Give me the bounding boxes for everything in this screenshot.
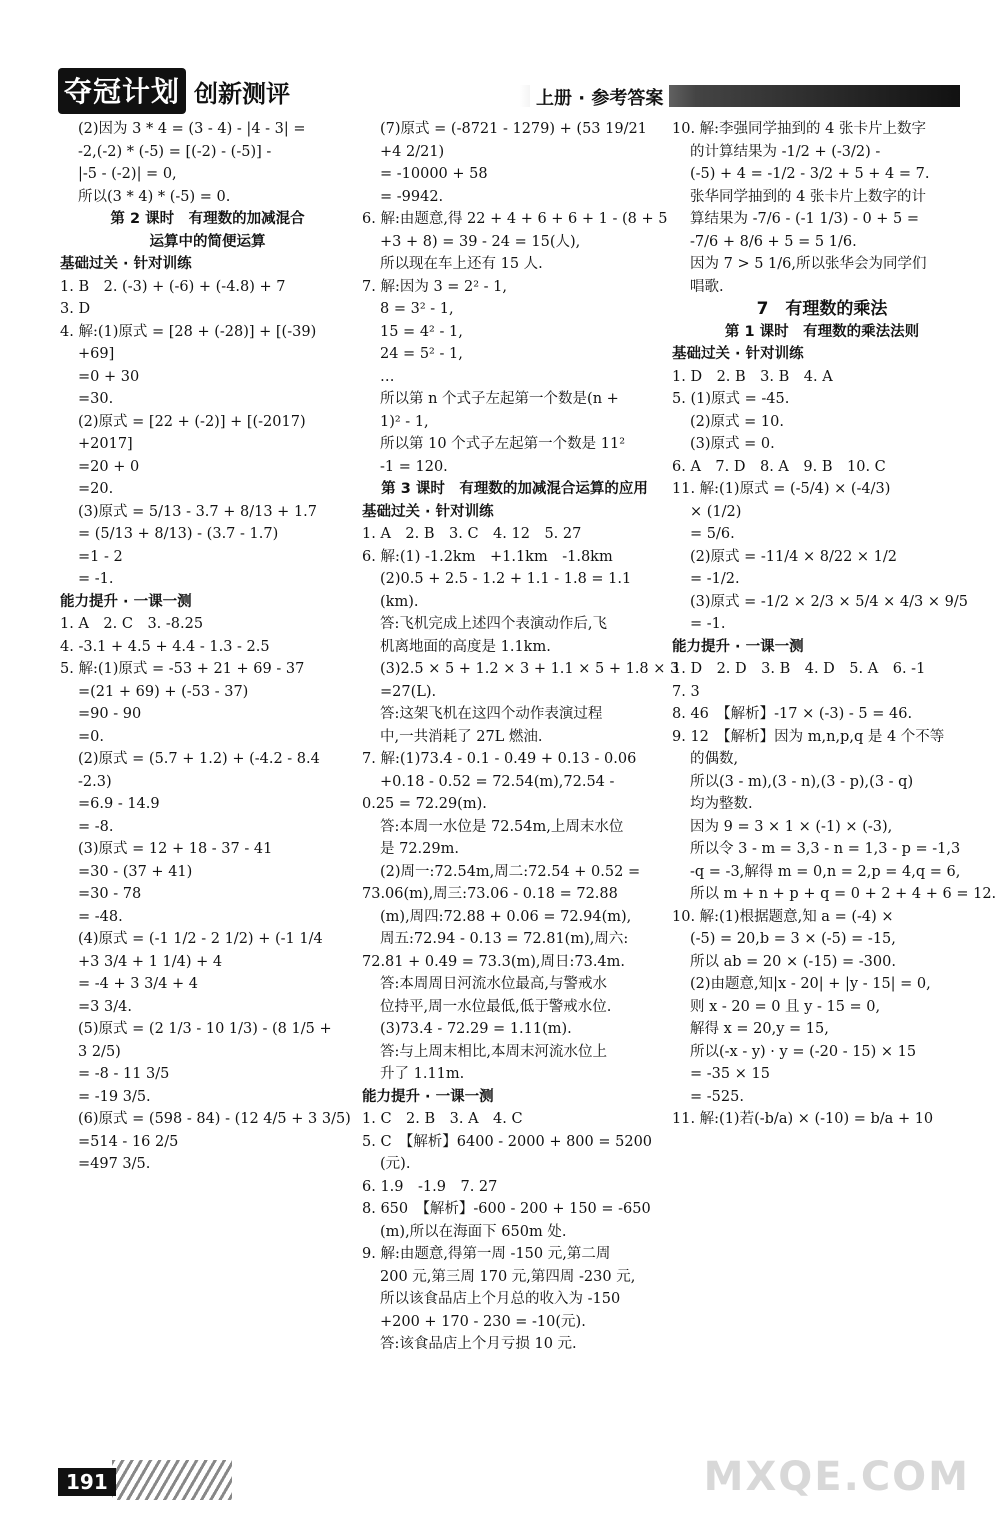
text-line: 7. 解:因为 3 = 2² - 1, xyxy=(362,278,508,295)
text-line: 中,一共消耗了 27L 燃油. xyxy=(380,728,543,745)
text-line: =514 - 16 2/5 xyxy=(78,1133,179,1150)
text-line: (3)2.5 × 5 + 1.2 × 3 + 1.1 × 5 + 1.8 × 3 xyxy=(380,661,680,677)
text-line: (-5) + 4 = -1/2 - 3/2 + 5 + 4 = 7. xyxy=(690,166,930,182)
text-line: 所以第 n 个式子左起第一个数是(n + xyxy=(380,391,619,407)
text-line: (3)原式 = 12 + 18 - 37 - 41 xyxy=(78,841,273,857)
text-line: 9. 解:由题意,得第一周 -150 元,第二周 xyxy=(362,1246,611,1262)
text-line: 运算中的简便运算 xyxy=(149,233,266,250)
text-line: 位持平,周一水位最低,低于警戒水位. xyxy=(380,998,612,1015)
column-right xyxy=(672,118,997,1131)
text-line: 6. 解:由题意,得 22 + 4 + 6 + 6 + 1 - (8 + 5 xyxy=(362,211,668,227)
text-line: 均为整数. xyxy=(690,796,753,812)
text-line: =3 3/4. xyxy=(78,998,132,1015)
text-line: 则 x - 20 = 0 且 y - 15 = 0, xyxy=(690,998,881,1015)
text-line: 解得 x = 20,y = 15, xyxy=(690,1021,829,1037)
text-line: 4. -3.1 + 4.5 + 4.4 - 1.3 - 2.5 xyxy=(60,638,270,655)
text-line: 能力提升 · 一课一测 xyxy=(672,638,804,655)
text-line: =20. xyxy=(78,481,114,497)
text-line: (3)原式 = -1/2 × 2/3 × 5/4 × 4/3 × 9/5 xyxy=(690,593,968,610)
text-line: =(21 + 69) + (-53 - 37) xyxy=(78,683,249,700)
text-line: (7)原式 = (-8721 - 1279) + (53 19/21 xyxy=(380,121,647,137)
text-line: 8 = 3² - 1, xyxy=(380,301,454,317)
text-line: 1. C 2. B 3. A 4. C xyxy=(362,1111,523,1127)
text-line: 1. D 2. D 3. B 4. D 5. A 6. -1 xyxy=(672,661,926,677)
text-line: =497 3/5. xyxy=(78,1156,151,1172)
text-line: 周五:72.94 - 0.13 = 72.81(m),周六: xyxy=(380,931,629,947)
text-line: 200 元,第三周 170 元,第四周 -230 元, xyxy=(380,1268,636,1285)
text-line: =6.9 - 14.9 xyxy=(78,796,160,812)
text-line: (2)原式 = (5.7 + 1.2) + (-4.2 - 8.4 xyxy=(78,751,320,767)
text-line: 唱歌. xyxy=(690,278,724,295)
text-line: -q = -3,解得 m = 0,n = 2,p = 4,q = 6, xyxy=(690,863,961,880)
text-line: 答:这架飞机在这四个动作表演过程 xyxy=(380,706,603,722)
text-line: 6. 解:(1) -1.2km +1.1km -1.8km xyxy=(362,548,613,565)
page-number: 191 xyxy=(58,1468,116,1496)
text-line: (2)原式 = 10. xyxy=(690,413,784,430)
text-line: (6)原式 = (598 - 84) - (12 4/5 + 3 3/5) xyxy=(78,1111,351,1127)
text-line: 基础过关 · 针对训练 xyxy=(60,256,192,272)
text-line: 73.06(m),周三:73.06 - 0.18 = 72.88 xyxy=(362,886,618,902)
text-line: =27(L). xyxy=(380,683,437,700)
brand-logo xyxy=(58,68,290,114)
text-line: 9. 12 【解析】因为 m,n,p,q 是 4 个不等 xyxy=(672,728,945,745)
text-line: = -48. xyxy=(78,908,123,925)
text-line: = -1. xyxy=(78,571,114,587)
text-line: 第 2 课时 有理数的加减混合 xyxy=(110,211,305,227)
text-line: (2)由题意,知|x - 20| + |y - 15| = 0, xyxy=(690,976,931,992)
text-line: 答:该食品店上个月亏损 10 元. xyxy=(380,1336,577,1352)
text-line: (m),周四:72.88 + 0.06 = 72.94(m), xyxy=(380,908,632,925)
text-line: 1. D 2. B 3. B 4. A xyxy=(672,368,833,385)
text-line: -2.3) xyxy=(78,773,112,790)
column-left xyxy=(60,118,355,1176)
text-line: 算结果为 -7/6 - (-1 1/3) - 0 + 5 = xyxy=(690,211,920,227)
text-line: 所以(3 - m),(3 - n),(3 - p),(3 - q) xyxy=(690,773,914,790)
text-line: 第 3 课时 有理数的加减混合运算的应用 xyxy=(381,481,648,497)
text-line: =0. xyxy=(78,728,104,745)
text-line: 答:本周周日河流水位最高,与警戒水 xyxy=(380,976,607,992)
text-line: = -8. xyxy=(78,818,114,835)
text-line: = -525. xyxy=(690,1088,744,1105)
text-line: (2)周一:72.54m,周二:72.54 + 0.52 = xyxy=(380,863,641,880)
text-line: +2017] xyxy=(78,436,133,452)
text-line: 7 有理数的乘法 xyxy=(756,299,888,319)
text-line: … xyxy=(380,368,395,385)
text-line: 1. A 2. C 3. -8.25 xyxy=(60,616,204,632)
text-line: 所以第 10 个式子左起第一个数是 11² xyxy=(380,436,626,452)
text-line: 3 2/5) xyxy=(78,1043,121,1060)
text-line: 7. 解:(1)73.4 - 0.1 - 0.49 + 0.13 - 0.06 xyxy=(362,751,637,767)
text-line: = -4 + 3 3/4 + 4 xyxy=(78,976,199,992)
text-line: (3)原式 = 5/13 - 3.7 + 8/13 + 1.7 xyxy=(78,503,318,520)
text-line: 72.81 + 0.49 = 73.3(m),周日:73.4m. xyxy=(362,953,626,970)
watermark-logo: MXQE.COM xyxy=(703,1454,970,1500)
header-title: 上册 · 参考答案 xyxy=(530,84,669,110)
text-line: 因为 7 > 5 1/6,所以张华会为同学们 xyxy=(690,256,927,272)
text-line: +3 + 8) = 39 - 24 = 15(人), xyxy=(380,233,581,250)
text-line: =30. xyxy=(78,391,114,407)
text-line: 6. 1.9 -1.9 7. 27 xyxy=(362,1178,498,1195)
text-line: |-5 - (-2)| = 0, xyxy=(78,166,177,182)
text-line: 所以(-x - y) · y = (-20 - 15) × 15 xyxy=(690,1043,917,1060)
text-line: 张华同学抽到的 4 张卡片上数字的计 xyxy=(690,188,926,205)
text-line: = -1/2. xyxy=(690,571,740,587)
text-line: = -1. xyxy=(690,616,726,632)
text-line: =90 - 90 xyxy=(78,706,142,722)
text-line: 能力提升 · 一课一测 xyxy=(362,1088,494,1105)
text-line: (3)73.4 - 72.29 = 1.11(m). xyxy=(380,1021,572,1037)
text-line: = (5/13 + 8/13) - (3.7 - 1.7) xyxy=(78,526,279,542)
text-line: +3 3/4 + 1 1/4) + 4 xyxy=(78,953,223,970)
text-line: (km). xyxy=(380,593,419,610)
text-line: -2,(-2) * (-5) = [(-2) - (-5)] - xyxy=(78,143,272,160)
text-line: 5. 解:(1)原式 = -53 + 21 + 69 - 37 xyxy=(60,661,305,677)
text-line: -1 = 120. xyxy=(380,458,448,475)
footer-stripe xyxy=(112,1460,232,1500)
text-line: (m),所以在海面下 650m 处. xyxy=(380,1223,567,1240)
column-middle xyxy=(362,118,680,1356)
text-line: = -8 - 11 3/5 xyxy=(78,1066,170,1082)
text-line: 1)² - 1, xyxy=(380,413,429,430)
text-line: =0 + 30 xyxy=(78,368,140,385)
text-line: 1. B 2. (-3) + (-6) + (-4.8) + 7 xyxy=(60,278,286,295)
text-line: 6. A 7. D 8. A 9. B 10. C xyxy=(672,458,886,475)
text-line: 机离地面的高度是 1.1km. xyxy=(380,638,551,655)
text-line: (2)原式 = [22 + (-2)] + [(-2017) xyxy=(78,413,306,430)
text-line: (元). xyxy=(380,1156,411,1172)
text-line: 所以(3 * 4) * (-5) = 0. xyxy=(78,188,231,205)
text-line: 5. (1)原式 = -45. xyxy=(672,391,790,407)
text-line: 基础过关 · 针对训练 xyxy=(362,503,494,520)
text-line: (4)原式 = (-1 1/2 - 2 1/2) + (-1 1/4 xyxy=(78,931,323,947)
text-line: 0.25 = 72.29(m). xyxy=(362,796,487,812)
text-line: (2)原式 = -11/4 × 8/22 × 1/2 xyxy=(690,548,898,565)
text-line: 8. 46 【解析】-17 × (-3) - 5 = 46. xyxy=(672,706,913,722)
text-line: 11. 解:(1)若(-b/a) × (-10) = b/a + 10 xyxy=(672,1111,934,1127)
text-line: 所以现在车上还有 15 人. xyxy=(380,256,543,272)
text-line: 所以 ab = 20 × (-15) = -300. xyxy=(690,953,896,970)
text-line: 能力提升 · 一课一测 xyxy=(60,593,192,610)
text-line: +4 2/21) xyxy=(380,143,445,160)
text-line: 是 72.29m. xyxy=(380,841,459,857)
text-line: 7. 3 xyxy=(672,683,700,700)
text-line: =1 - 2 xyxy=(78,548,123,565)
text-line: =30 - 78 xyxy=(78,886,142,902)
text-line: 5. C 【解析】6400 - 2000 + 800 = 5200 xyxy=(362,1133,653,1150)
logo-text: 夺冠计划 xyxy=(58,68,186,114)
text-line: 10. 解:李强同学抽到的 4 张卡片上数字 xyxy=(672,121,926,137)
text-line: 1. A 2. B 3. C 4. 12 5. 27 xyxy=(362,526,582,542)
text-line: 所以令 3 - m = 3,3 - n = 1,3 - p = -1,3 xyxy=(690,841,961,857)
text-line: 所以该食品店上个月总的收入为 -150 xyxy=(380,1291,621,1307)
text-line: 4. 解:(1)原式 = [28 + (-28)] + [(-39) xyxy=(60,323,317,340)
text-line: +0.18 - 0.52 = 72.54(m),72.54 - xyxy=(380,773,615,790)
text-line: 因为 9 = 3 × 1 × (-1) × (-3), xyxy=(690,818,893,835)
text-line: 所以 m + n + p + q = 0 + 2 + 4 + 6 = 12. xyxy=(690,886,997,902)
text-line: 答:与上周末相比,本周末河流水位上 xyxy=(380,1043,607,1060)
text-line: =30 - (37 + 41) xyxy=(78,863,193,880)
text-line: (5)原式 = (2 1/3 - 10 1/3) - (8 1/5 + xyxy=(78,1021,332,1037)
text-line: =20 + 0 xyxy=(78,458,140,475)
text-line: 第 1 课时 有理数的乘法法则 xyxy=(724,323,920,340)
text-line: = -10000 + 58 xyxy=(380,166,488,182)
text-line: = -9942. xyxy=(380,188,444,205)
text-line: (-5) = 20,b = 3 × (-5) = -15, xyxy=(690,931,896,947)
text-line: 基础过关 · 针对训练 xyxy=(672,346,804,362)
text-line: +69] xyxy=(78,346,115,362)
text-line: = -19 3/5. xyxy=(78,1088,151,1105)
text-line: = -35 × 15 xyxy=(690,1066,770,1082)
text-line: 3. D xyxy=(60,301,91,317)
text-line: 8. 650 【解析】-600 - 200 + 150 = -650 xyxy=(362,1201,651,1217)
text-line: 答:本周一水位是 72.54m,上周末水位 xyxy=(380,818,624,835)
text-line: 11. 解:(1)原式 = (-5/4) × (-4/3) xyxy=(672,481,891,497)
text-line: 15 = 4² - 1, xyxy=(380,323,463,340)
text-line: (3)原式 = 0. xyxy=(690,436,775,452)
text-line: (2)0.5 + 2.5 - 1.2 + 1.1 - 1.8 = 1.1 xyxy=(380,571,632,587)
text-line: 的偶数, xyxy=(690,751,739,767)
page-header xyxy=(0,0,1000,120)
text-line: (2)因为 3 * 4 = (3 - 4) - |4 - 3| = xyxy=(78,121,306,137)
series-name: 创新测评 xyxy=(194,79,291,108)
text-line: 升了 1.11m. xyxy=(380,1066,465,1082)
text-line: 答:飞机完成上述四个表演动作后,飞 xyxy=(380,616,607,632)
text-line: 的计算结果为 -1/2 + (-3/2) - xyxy=(690,143,881,160)
text-line: -7/6 + 8/6 + 5 = 5 1/6. xyxy=(690,233,857,250)
text-line: × (1/2) xyxy=(690,503,742,520)
text-line: = 5/6. xyxy=(690,526,735,542)
text-line: 10. 解:(1)根据题意,知 a = (-4) × xyxy=(672,908,894,925)
text-line: +200 + 170 - 230 = -10(元). xyxy=(380,1313,586,1330)
text-line: 24 = 5² - 1, xyxy=(380,346,463,362)
